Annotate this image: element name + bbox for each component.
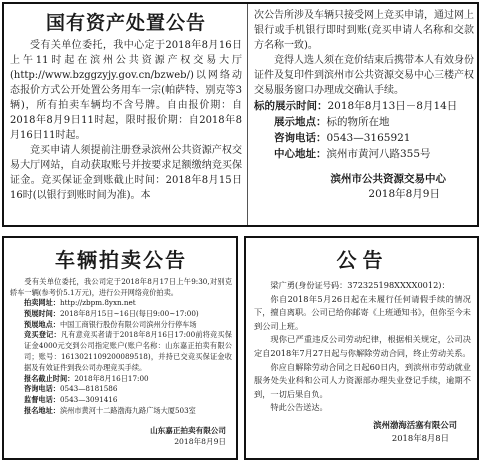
register-row — [10, 330, 232, 373]
address-row — [10, 406, 232, 417]
address-value: 滨州市黄河八路355号 — [326, 148, 431, 160]
notice-right-column — [254, 4, 474, 202]
notice-body — [254, 238, 471, 445]
notice-paragraph: 次公告所涉及车辆只接受网上竞买申请，通过网上银行或手机银行即时到账(竞买申请人名称和交款方名称一致)。 — [254, 10, 474, 51]
address-label: 中心地址： — [274, 148, 327, 160]
notice-title: 公告 — [336, 248, 389, 272]
register-value: 凡有意竞买者请于2018年8月16日17:00前将竞买保证金4000元交到公司指定账户(账户名称：山东嘉正拍卖有限公司；账号：1613021109200089518)，并持已交竞买保证金收据及有效证件到我公司办理竞买手续。 — [24, 330, 232, 372]
notice-left-column — [10, 4, 242, 203]
notice-paragraph: 现你已严重违反公司劳动纪律，根据相关规定，公司决定自2018年7月27日起与你解除劳动合同，终止劳动关系。 — [254, 334, 471, 358]
preview-place-label: 预展地点： — [24, 319, 60, 329]
notice-title: 国有资产处置公告 — [45, 12, 206, 34]
column-divider — [247, 4, 248, 225]
phone-value: 0543—8181586 — [59, 384, 118, 394]
notice-paragraph: 特此公告送达。 — [270, 402, 328, 413]
notice-paragraph: 你应自解除劳动合同之日起60日内，到滨州市劳动就业服务处失业科和公司人力资源部办理失业登记手续，逾期不到，一切后果自负。 — [254, 361, 471, 399]
notice-signature: 山东嘉正拍卖有限公司 — [150, 425, 226, 435]
notice-paragraph: 受有关单位委托，我中心定于2018年8月16日上午11时起在滨州公共资源产权交易大厅(http://www.bzggzyjy.gov.cn/bzweb/)以网络动态报价方式公开处置公务用车一宗(帕萨特、别克等3辆)，所有拍卖车辆均不含号牌。自由报价期：自2018年8月9日11时起，限时报价期：自2018年8月16日11时起。 — [10, 40, 242, 141]
display-time-row — [254, 98, 474, 114]
notice-date: 2018年8月9日 — [174, 436, 226, 446]
notice-body — [10, 238, 232, 447]
phone-row — [254, 130, 474, 146]
supervise-value: 0543—3091416 — [59, 395, 118, 405]
notice-signature: 滨州市公共资源交易中心 — [330, 173, 446, 185]
phone-label: 咨询电话： — [24, 384, 60, 394]
display-time-value: 2018年8月13日－8月14日 — [327, 100, 458, 112]
address-label: 报名地址： — [24, 405, 60, 415]
notice-paragraph: 竞买申请人须提前注册登录滨州公共资源产权交易大厅网站，自动获取账号并按要求足额缴纳竞买保证金。竞买保证金到账截止时间：2018年8月15日16时(以银行到账时间为准)。本 — [10, 145, 242, 201]
deadline-value: 2018年8月16日17:00 — [74, 373, 149, 383]
preview-time-label: 预展时间： — [24, 308, 60, 318]
notice-date: 2018年8月9日 — [368, 188, 440, 200]
supervise-row — [10, 395, 232, 406]
register-label: 竞买登记： — [24, 330, 61, 340]
auction-site-label: 拍卖网址： — [24, 298, 60, 307]
notice-date: 2018年8月8日 — [391, 432, 449, 443]
display-place-label: 展示地点： — [274, 116, 327, 128]
notice-labor-termination — [244, 236, 479, 460]
address-row — [254, 146, 474, 162]
supervise-label: 监督电话： — [24, 395, 60, 405]
auction-site-value: http://zbpm.8yxn.net — [59, 298, 136, 307]
notice-paragraph: 竞得人选人须在竞价结束后携带本人有效身份证件及复印件到滨州市公共资源交易中心三楼产权交易服务窗口办理成交确认手续。 — [254, 55, 474, 96]
preview-place-row — [10, 320, 232, 331]
notice-paragraph: 梁广勇(身份证号码：372325198XXXX0012)： — [270, 280, 450, 290]
display-time-label: 标的展示时间： — [254, 100, 328, 112]
deadline-label: 报名截止时间： — [24, 373, 75, 383]
phone-row — [10, 384, 232, 395]
notice-paragraph: 你自2018年5月26日起在未履行任何请假手续的情况下，擅自离职。公司已给你邮寄《上班通知书》，但你至今未到公司上班。 — [254, 293, 471, 331]
preview-time-value: 2018年8月15日~16日(每日9:00~17:00) — [59, 308, 199, 318]
auction-site-row — [10, 298, 232, 309]
notice-vehicle-auction — [2, 236, 238, 460]
notice-title: 车辆拍卖公告 — [55, 248, 187, 272]
deadline-row — [10, 374, 232, 385]
address-value: 滨州市黄河十二路渤海九路广场大厦503室 — [59, 405, 196, 415]
notice-state-asset-disposal — [2, 2, 479, 227]
notice-signature: 滨州渤海活塞有限公司 — [373, 419, 457, 430]
preview-place-value: 中国工商银行股份有限公司滨州分行停车场 — [59, 319, 197, 329]
phone-label: 咨询电话： — [274, 132, 327, 144]
display-place-row — [254, 114, 474, 130]
preview-time-row — [10, 309, 232, 320]
notice-intro: 受有关单位委托，我公司定于2018年8月17日上午9:30,对别克轿车一辆(参考价5.1万元)，进行公开网络竞价拍卖。 — [10, 277, 232, 297]
phone-value: 0543—3165921 — [326, 132, 411, 144]
display-place-value: 标的物所在地 — [326, 116, 390, 128]
